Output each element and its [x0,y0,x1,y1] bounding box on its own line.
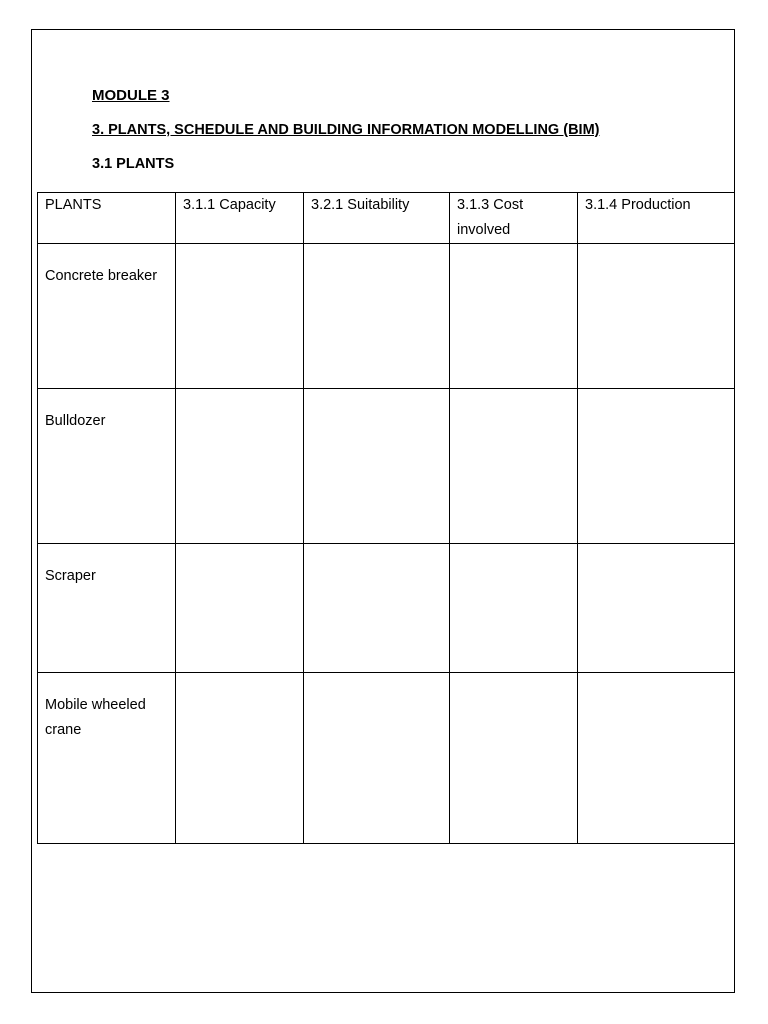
capacity-cell [176,673,304,844]
table-header-row [38,193,735,244]
cost-cell [450,244,578,389]
production-cell [578,244,735,389]
plant-name-cell: Scraper [38,544,176,673]
cost-cell [450,544,578,673]
cost-cell [450,389,578,544]
table-row [38,389,735,544]
capacity-cell [176,544,304,673]
plant-name-cell: Mobile wheeled crane [38,673,176,844]
header-cost-involved: 3.1.3 Cost involved [450,193,578,244]
header-suitability: 3.2.1 Suitability [304,193,450,244]
table-row [38,244,735,389]
plants-table [37,192,735,844]
production-cell [578,673,735,844]
table-row [38,673,735,844]
suitability-cell [304,544,450,673]
plant-name-cell: Bulldozer [38,389,176,544]
suitability-cell [304,673,450,844]
table-row [38,544,735,673]
capacity-cell [176,244,304,389]
header-plants: PLANTS [38,193,176,244]
plant-name-cell: Concrete breaker [38,244,176,389]
suitability-cell [304,389,450,544]
suitability-cell [304,244,450,389]
subsection-title: 3.1 PLANTS [92,156,175,172]
header-capacity: 3.1.1 Capacity [176,193,304,244]
capacity-cell [176,389,304,544]
production-cell [578,389,735,544]
cost-cell [450,673,578,844]
module-title: MODULE 3 [92,87,170,104]
header-production: 3.1.4 Production [578,193,735,244]
section-title: 3. PLANTS, SCHEDULE AND BUILDING INFORMATION MODELLING (BIM) [92,122,600,138]
production-cell [578,544,735,673]
